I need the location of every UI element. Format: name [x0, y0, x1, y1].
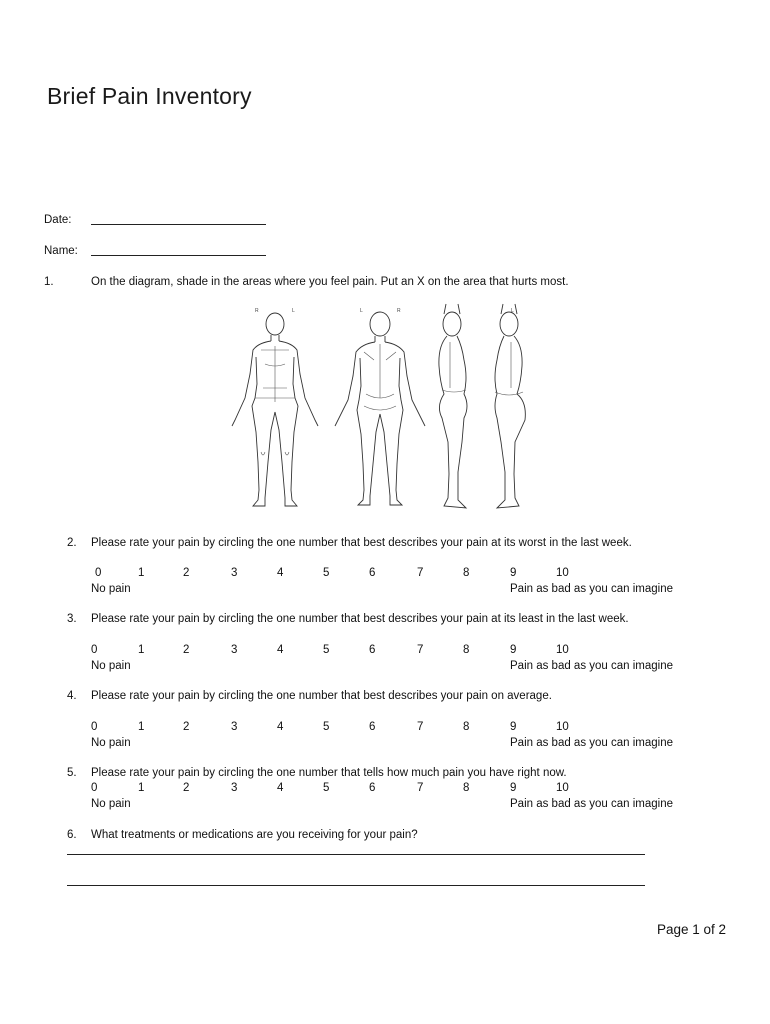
scale-least-6[interactable]: 6	[369, 644, 376, 656]
scale-worst-7[interactable]: 7	[417, 567, 424, 579]
front-label-left: L	[292, 308, 295, 314]
body-back-figure	[335, 308, 425, 505]
scale-least-low-label: No pain	[91, 660, 131, 672]
scale-least-3[interactable]: 3	[231, 644, 238, 656]
question-6-number: 6.	[67, 829, 77, 841]
scale-now-low-label: No pain	[91, 798, 131, 810]
scale-now-4[interactable]: 4	[277, 782, 284, 794]
scale-average-2[interactable]: 2	[183, 721, 190, 733]
name-field[interactable]	[91, 255, 266, 256]
question-1-number: 1.	[44, 276, 54, 288]
question-5-number: 5.	[67, 767, 77, 779]
scale-average-8[interactable]: 8	[463, 721, 470, 733]
question-2-number: 2.	[67, 537, 77, 549]
scale-now-10[interactable]: 10	[556, 782, 569, 794]
scale-least-8[interactable]: 8	[463, 644, 470, 656]
scale-worst-5[interactable]: 5	[323, 567, 330, 579]
pain-scale-now	[0, 782, 770, 796]
body-side-left-figure	[495, 304, 525, 508]
pain-scale-average	[0, 721, 770, 735]
back-label-left: L	[360, 308, 363, 314]
scale-least-5[interactable]: 5	[323, 644, 330, 656]
page-number: Page 1 of 2	[656, 922, 726, 937]
scale-worst-8[interactable]: 8	[463, 567, 470, 579]
treatments-answer-line-2[interactable]	[67, 885, 645, 886]
scale-worst-4[interactable]: 4	[277, 567, 284, 579]
treatments-answer-line-1[interactable]	[67, 854, 645, 855]
scale-least-4[interactable]: 4	[277, 644, 284, 656]
scale-worst-low-label: No pain	[91, 583, 131, 595]
scale-least-9[interactable]: 9	[510, 644, 517, 656]
question-1-text: On the diagram, shade in the areas where you feel pain. Put an X on the area that hurts most.	[91, 276, 569, 288]
scale-now-7[interactable]: 7	[417, 782, 424, 794]
scale-average-6[interactable]: 6	[369, 721, 376, 733]
scale-now-high-label: Pain as bad as you can imagine	[510, 798, 674, 810]
scale-average-0[interactable]: 0	[91, 721, 98, 733]
scale-now-0[interactable]: 0	[91, 782, 98, 794]
scale-now-6[interactable]: 6	[369, 782, 376, 794]
pain-scale-worst	[0, 567, 770, 581]
date-label: Date:	[44, 214, 72, 226]
scale-average-9[interactable]: 9	[510, 721, 517, 733]
date-field[interactable]	[91, 224, 266, 225]
scale-least-0[interactable]: 0	[91, 644, 98, 656]
scale-least-10[interactable]: 10	[556, 644, 569, 656]
scale-average-7[interactable]: 7	[417, 721, 424, 733]
back-label-right: R	[397, 308, 401, 314]
scale-average-5[interactable]: 5	[323, 721, 330, 733]
scale-average-4[interactable]: 4	[277, 721, 284, 733]
question-4-number: 4.	[67, 690, 77, 702]
scale-now-1[interactable]: 1	[138, 782, 145, 794]
scale-least-7[interactable]: 7	[417, 644, 424, 656]
scale-average-low-label: No pain	[91, 737, 131, 749]
question-4-text: Please rate your pain by circling the one number that best describes your pain on average.	[91, 690, 552, 702]
scale-worst-6[interactable]: 6	[369, 567, 376, 579]
scale-average-1[interactable]: 1	[138, 721, 145, 733]
question-3-number: 3.	[67, 613, 77, 625]
scale-average-3[interactable]: 3	[231, 721, 238, 733]
scale-worst-0[interactable]: 0	[95, 567, 102, 579]
question-3-text: Please rate your pain by circling the one number that best describes your pain at its least in the last week.	[91, 613, 629, 625]
scale-least-2[interactable]: 2	[183, 644, 190, 656]
side-label-left: L	[511, 308, 514, 314]
question-2-text: Please rate your pain by circling the one number that best describes your pain at its worst in the last week.	[91, 537, 632, 549]
scale-now-3[interactable]: 3	[231, 782, 238, 794]
pain-scale-least	[0, 644, 770, 658]
question-6-text: What treatments or medications are you receiving for your pain?	[91, 829, 418, 841]
scale-now-8[interactable]: 8	[463, 782, 470, 794]
body-side-right-figure	[439, 304, 467, 508]
front-label-right: R	[255, 308, 259, 314]
scale-least-high-label: Pain as bad as you can imagine	[510, 660, 674, 672]
scale-average-10[interactable]: 10	[556, 721, 569, 733]
scale-worst-9[interactable]: 9	[510, 567, 517, 579]
question-5-text: Please rate your pain by circling the one number that tells how much pain you have right now.	[91, 767, 567, 779]
scale-least-1[interactable]: 1	[138, 644, 145, 656]
scale-now-2[interactable]: 2	[183, 782, 190, 794]
scale-average-high-label: Pain as bad as you can imagine	[510, 737, 674, 749]
body-diagram[interactable]	[225, 302, 545, 516]
body-front-figure	[232, 308, 318, 506]
scale-worst-1[interactable]: 1	[138, 567, 145, 579]
scale-worst-3[interactable]: 3	[231, 567, 238, 579]
scale-worst-2[interactable]: 2	[183, 567, 190, 579]
page-title: Brief Pain Inventory	[47, 83, 252, 109]
scale-worst-high-label: Pain as bad as you can imagine	[510, 583, 674, 595]
scale-now-5[interactable]: 5	[323, 782, 330, 794]
name-label: Name:	[44, 245, 78, 257]
scale-now-9[interactable]: 9	[510, 782, 517, 794]
scale-worst-10[interactable]: 10	[556, 567, 569, 579]
